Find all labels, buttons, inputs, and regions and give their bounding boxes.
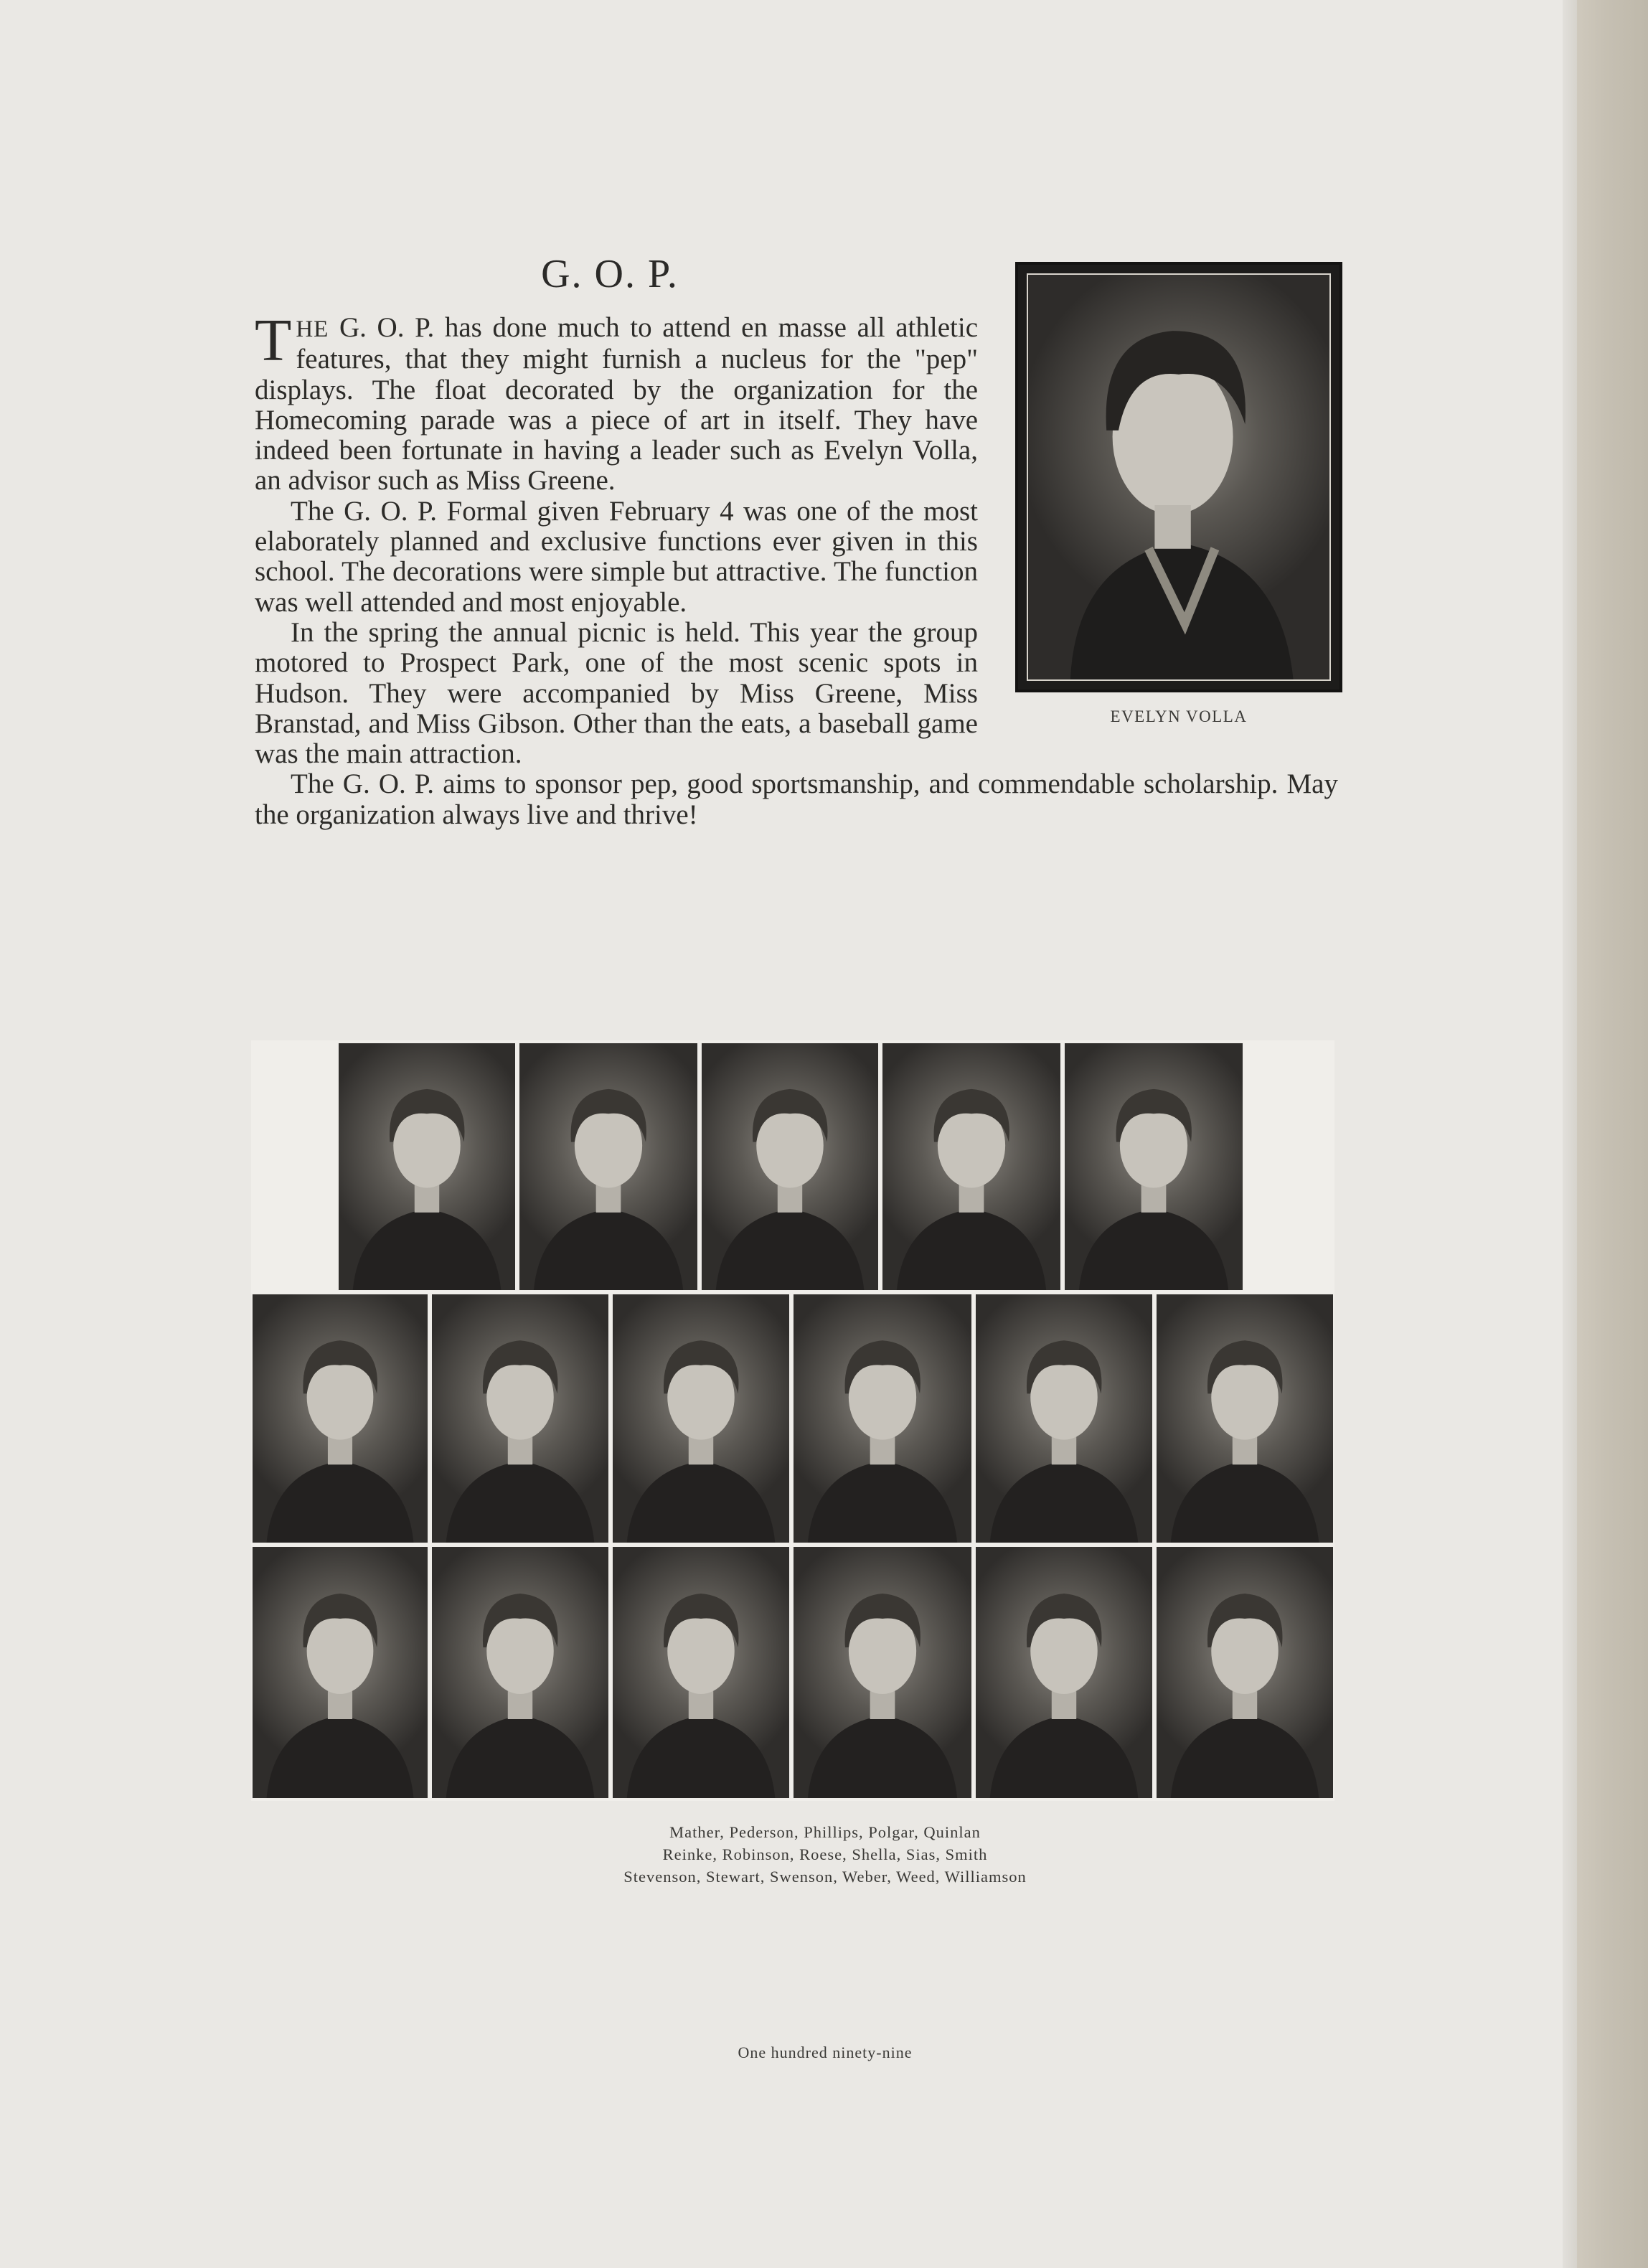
member-figure [702,1043,878,1290]
member-figure [794,1547,971,1798]
paragraph-2: The G. O. P. Formal given February 4 was one of the most elaborately planned and exclusive functions ever given in this school. The decorations were simple but attractive. The function was well attended and most enjoyable. [255,495,978,618]
paragraph-3: In the spring the annual picnic is held. This year the group motored to Prospect Park, one of the most scenic spots in Hudson. They were accompanied by Miss Greene, Miss Branstad, and Miss Gibson. Other than the eats, a baseball game was the main attraction. [255,616,978,770]
member-figure [432,1294,608,1543]
member-photo [430,1293,610,1544]
member-photo [700,1042,880,1291]
portrait-caption: EVELYN VOLLA [1110,707,1248,725]
book-binding [1577,0,1648,2268]
member-figure [519,1043,697,1290]
member-figure [1157,1294,1333,1543]
smallcaps-lead: HE [296,316,329,342]
member-figure [432,1547,608,1798]
article-body [255,307,1338,830]
member-figure [976,1294,1152,1543]
member-photo [881,1042,1062,1291]
caption-line-3: Stevenson, Stewart, Swenson, Weber, Weed, Williamson [623,1868,1027,1886]
member-photo [792,1545,973,1799]
member-photo [611,1293,791,1544]
member-photo [251,1545,429,1799]
member-photo [337,1042,517,1291]
member-figure [613,1294,789,1543]
member-photo [251,1293,429,1544]
paragraph-4: The G. O. P. aims to sponsor pep, good sportsmanship, and commendable scholarship. May the organization always live and thrive! [255,768,1338,830]
page-number: One hundred ninety-nine [738,2043,913,2061]
portrait-wrap-spacer [978,313,1344,742]
page-edge [1563,0,1577,2268]
drop-cap: T [255,307,292,374]
member-photo [430,1545,610,1799]
member-photo [792,1293,973,1544]
member-figure [882,1043,1060,1290]
member-photo [1063,1042,1244,1291]
paragraph-1-text: G. O. P. has done much to attend en masse all athletic features, that they might furnish a nucleus for the "pep" displays. The float decorated by the organization for the Homecoming parade was a piece of art in itself. They have indeed been fortunate in having a leader such as Evelyn Volla, an advisor such as Miss Greene. [255,312,978,497]
member-photo [1155,1545,1334,1799]
member-photo [611,1545,791,1799]
member-figure [1157,1547,1333,1798]
caption-line-2: Reinke, Robinson, Roese, Shella, Sias, Smith [662,1845,988,1863]
caption-line-1: Mather, Pederson, Phillips, Polgar, Quinlan [669,1823,981,1841]
member-names-caption [359,1821,1291,1888]
member-photo [974,1293,1154,1544]
member-photo [1155,1293,1334,1544]
member-figure [253,1547,428,1798]
member-figure [339,1043,515,1290]
member-photo-grid [251,1040,1334,1801]
member-figure [253,1294,428,1543]
member-photo [974,1545,1154,1799]
member-figure [1065,1043,1243,1290]
member-figure [794,1294,971,1543]
page-title: G. O. P. [541,252,679,296]
member-figure [976,1547,1152,1798]
member-photo [518,1042,699,1291]
member-figure [613,1547,789,1798]
